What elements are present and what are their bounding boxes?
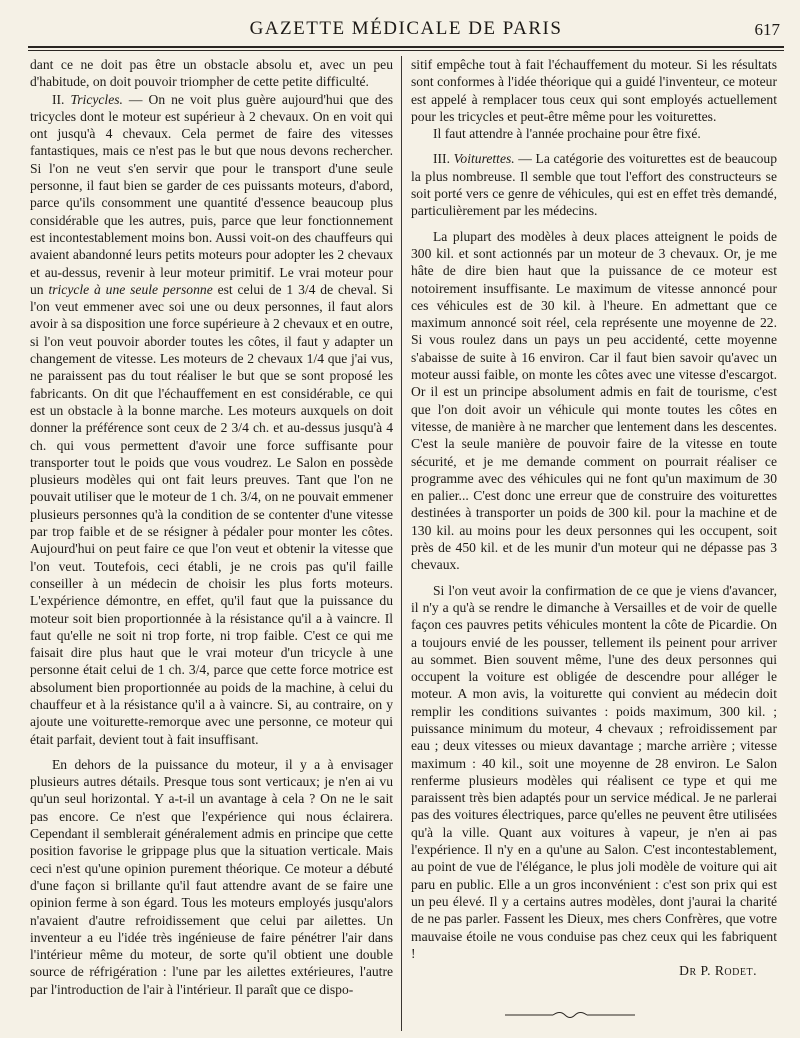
end-ornament xyxy=(505,1010,635,1020)
author-signature: Dr P. Rodet. xyxy=(679,963,757,979)
paragraph-text: — La catégorie des voiturettes est de beaucoup la plus nombreuse. Il semble que tout l'effort des constructeurs se soit porté vers ce genre de véhicules, qui est en effet très demandé, particulièrement par les médecins. xyxy=(411,151,777,219)
section-number: III. xyxy=(433,151,450,167)
paragraph-two-seaters: La plupart des modèles à deux places atteignent le poids de 300 kil. et sont actionnés par un moteur de 3 chevaux. Or, je me hâte de dire bien haut que la puissance de ce moteur est notoirement insuffisante. Le maximum de vitesse annoncé pour ces véhicules est de 30 kil. à l'heure. En admettant que ce maximum annoncé soit réel, cela représente une moyenne de 22. Si vous roulez dans un pays un peu accidenté, cette moyenne s'abaisse de suite à 16 environ. Car il faut bien savoir qu'avec un moteur aussi faible, on monte les côtes avec une vitesse d'escargot. Or il est un principe absolument admis en fait de tourisme, c'est que l'on doit avoir un véhicule qui monte toutes les côtes en vitesse, de manière à ne marcher que lentement dans les descentes. C'est la seule manière de pouvoir faire de la vitesse en toute sécurité, et je me demande comment on pourrait réaliser ce programme avec des véhicules qui ne font qu'un maximum de 30 en palier... C'est donc une erreur que de construire des voiturettes destinées à transporter un poids de 300 kil. pour la machine et de 130 kil. au moins pour les deux personnes qui les occupent, soit près de 450 kil. et de les munir d'un moteur qui ne dépasse pas 3 chevaux. xyxy=(411,228,777,573)
paragraph-tricycles xyxy=(30,91,393,748)
page-number: 617 xyxy=(754,20,780,39)
column-divider xyxy=(401,56,402,1031)
section-number: II. xyxy=(52,91,65,107)
section-title-voiturettes: Voiturettes. xyxy=(453,151,515,167)
paragraph-continuation: sitif empêche tout à fait l'échauffement du moteur. Si les résultats sont conformes à l'idée théorique qui a guidé l'inventeur, ce moteur est appelé à remplacer tous ceux qui sont employés actuellement pour les tricycles et peut-être même pour les voiturettes. xyxy=(411,57,777,124)
paragraph-text: — On ne voit plus guère aujourd'hui que des tricycles dont le moteur est supérieur à 2 chevaux. On en voit qui ont jusqu'à 4 chevaux. Cela permet de faire des vitesses fantastiques, mais ce n'est pas le but que nous devons rechercher. Si l'on ne veut s'en servir que pour le transport d'une seule personne, il faut bien se garder de ces puissants moteurs, d'abord, parce qu'ils consomment une quantité d'essence beaucoup plus considérable que les autres, puis, parce que leur fonctionnement est incontestablement moins bon. Aussi voit-on des chauffeurs qui avaient abandonné leurs petits moteurs pour adopter les 2 chevaux et au-dessus, revenir à leur moteur primitif. Le vrai moteur pour un xyxy=(30,91,393,297)
section-title-tricycles: Tricycles. xyxy=(70,91,123,107)
paragraph-other-details: En dehors de la puissance du moteur, il y a à envisager plusieurs autres détails. Presque tous sont verticaux; je n'en ai vu qu'un seul horizontal. Y a-t-il un avantage à cela ? On ne le sait pas encore. Ce n'est que l'expérience qui nous éclairera. Cependant il semblerait généralement admis en principe que cette position favorise le grippage plus que la situation verticale. Mais ceci n'est qu'une opinion purement théorique. Ce moteur a débuté d'une façon si brillante qu'il faut attendre avant de se faire une opinion ferme à son égard. Tous les moteurs employés jusqu'alors n'avaient d'autre refroidissement que celui par ailettes. Un inventeur a eu l'idée très ingénieuse de faire pénétrer l'air dans l'intérieur même du moteur, de sorte qu'il obtient une double source de réfrigération : l'une par les ailettes extérieures, l'autre par l'introduction de l'air à l'intérieur. Il paraît que ce dispo- xyxy=(30,756,393,997)
paragraph-confirmation: Si l'on veut avoir la confirmation de ce que je viens d'avancer, il n'y a qu'à se rendre le dimanche à Versailles et de voir de quelle façon ces pauvres petits véhicules montent la côte de Picardie. On a toujours envié de les pousser, tellement ils peinent pour arriver au sommet. Bien souvent même, l'une des deux personnes qui occupent la voiture est obligée de descendre pour alléger le moteur. A mon avis, la voiturette qui convient au médecin doit remplir les conditions suivantes : poids maximum, 300 kil. ; puissance minimum du moteur, 4 chevaux ; refroidissement par eau ; deux vitesses ou mieux davantage ; marche arrière ; vitesse maximum : 40 kil., soit une moyenne de 28 environ. Le Salon renferme plusieurs modèles qui réalisent ce type et qui me paraissent très bien adaptés pour un service médical. Je ne parlerai pas des voitures électriques, parce qu'elles ne peuvent être utilisées qu'à la ville. Quant aux voitures à vapeur, je n'en ai pas l'expérience. Il n'y en a qu'une au Salon. C'est incontestablement, au point de vue de l'élégance, le plus joli modèle de voiture qui ait paru en public. Elle a un gros inconvénient : c'est son prix qui est un peu élevé. Il y a certains autres modèles, dont j'aurai la charité de ne pas parler. Fassent les Dieux, mes chers Confrères, que votre mauvaise étoile ne vous conduise pas chez ceux qui les fabriquent ! xyxy=(411,582,777,961)
emphasis-text: tricycle à une seule personne xyxy=(48,281,213,297)
paragraph-text: est celui de 1 3/4 de cheval. Si l'on veut emmener avec soi une ou deux personnes, il faut alors avoir à sa disposition une force supérieure à 2 chevaux et en outre, si l'on veut pouvoir aborder toutes les côtes, il faut y adapter un changement de vitesse. Les moteurs de 2 chevaux 1/4 que j'ai vus, ne paraissent pas du tout réaliser le but que se sont proposé les fabricants. On dit que l'échauffement en est considérable, ce qui est un obstacle à la bonne marche. Les moteurs auxquels on doit donner la préférence sont ceux de 2 3/4 ch. et au-dessus jusqu'à 4 ch. qui vous permettent d'avoir une force suffisante pour transporter tout le poids que vous voudrez. Le Salon en possède plusieurs modèles qui ont fait leurs preuves. Tant que l'on ne pouvait utiliser que le moteur de 1 ch. 3/4, on ne pouvait emmener plusieurs personnes qu'à la condition de se contenter d'une vitesse par trop faible et de se résigner à pédaler pour monter les côtes. Aujourd'hui on peut faire ce que l'on veut et obtenir la vitesse que l'on veut. Toutefois, ceci établi, je ne crois pas qu'il faille conseiller à un médecin de choisir les plus forts moteurs. L'expérience démontre, en effet, qu'il faut que la puissance du moteur soit bien proportionnée à la résistance qu'il a à vaincre. Il faut qu'elle ne soit ni trop forte, ni trop faible. C'est ce qui me faisait dire plus haut que le vrai moteur d'un tricycle à une personne était celui de 1 ch. 3/4, parce que cette force motrice est absolument bien proportionnée au poids de la machine, à celui du chauffeur et à la résistance qu'il a à vaincre. Si, au contraire, on y ajoute une voiturette-remorque avec une personne, ce moteur qui était parfait, devient tout à fait insuffisant. xyxy=(30,281,393,747)
paragraph-wait: Il faut attendre à l'année prochaine pour être fixé. xyxy=(433,126,701,142)
right-column xyxy=(411,56,777,979)
signature-line xyxy=(411,962,777,979)
page-header xyxy=(28,18,784,44)
header-rule xyxy=(28,46,784,51)
paragraph-continuation: dant ce ne doit pas être un obstacle absolu et, avec un peu d'habitude, on doit pouvoir triompher de cette petite difficulté. xyxy=(30,57,393,90)
paragraph-voiturettes xyxy=(411,150,777,219)
journal-title: GAZETTE MÉDICALE DE PARIS xyxy=(249,18,563,39)
left-column xyxy=(30,56,393,998)
